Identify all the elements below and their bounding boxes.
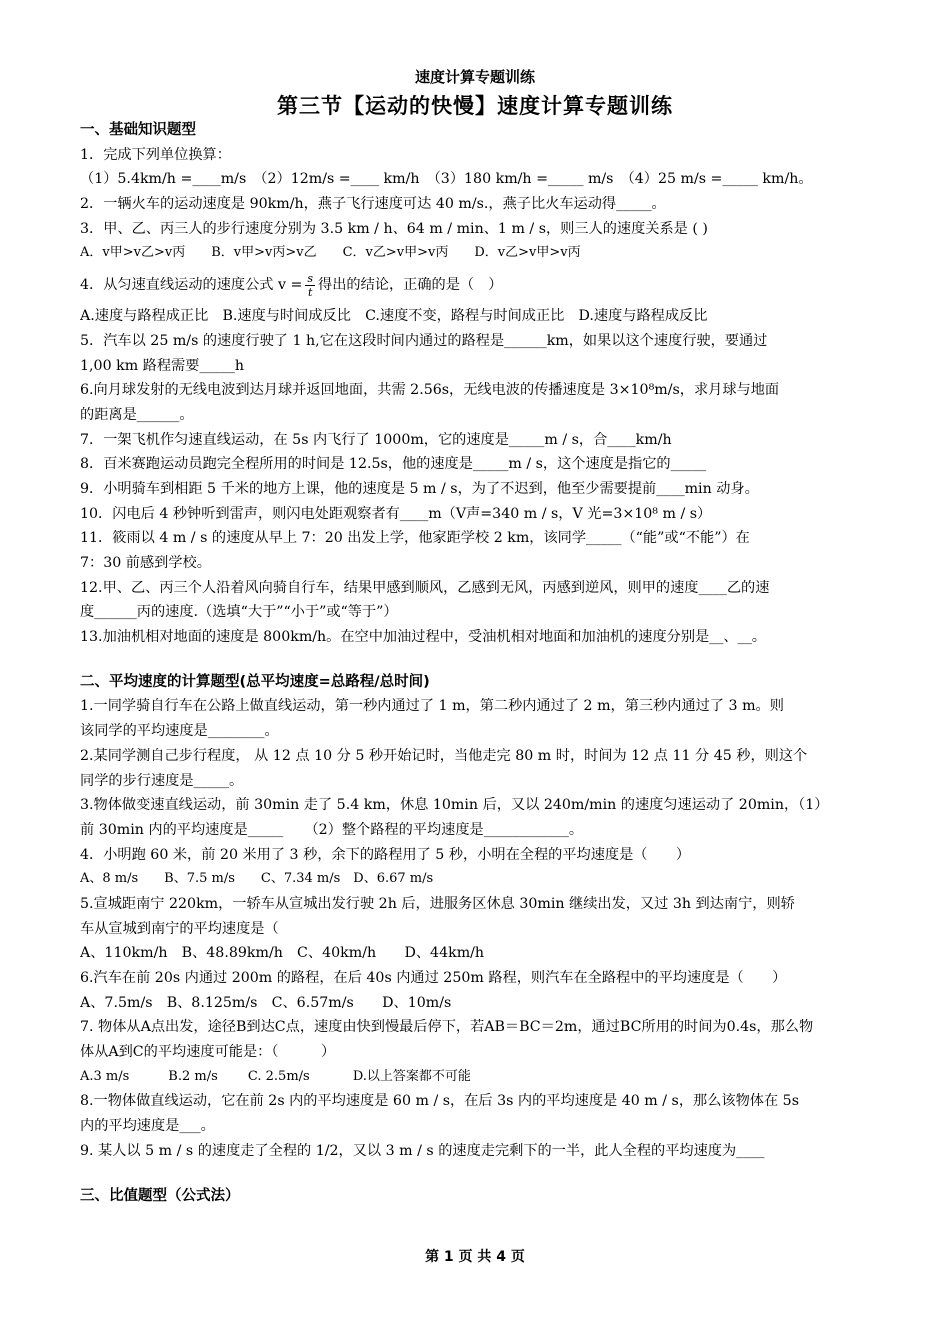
question-line: 体从A到C的平均速度可能是：（ ） bbox=[80, 1044, 336, 1061]
answer-options: A.3 m/s B.2 m/s C. 2.5m/s D.以上答案都不可能 bbox=[80, 1068, 471, 1084]
main-title: 第三节【运动的快慢】速度计算专题训练 bbox=[277, 94, 673, 118]
fraction-formula bbox=[305, 272, 315, 299]
question-line: 12.甲、乙、丙三个人沿着风向骑自行车，结果甲感到顺风，乙感到无风，丙感到逆风，则甲的速度____乙的速 bbox=[80, 579, 770, 596]
question-text: 得出的结论，正确的是（ ） bbox=[318, 277, 503, 294]
question-line: 5.宣城距南宁 220km，一轿车从宣城出发行驶 2h 后，进服务区休息 30min 继续出发，又过 3h 到达南宁，则轿 bbox=[80, 895, 795, 912]
question-line: 前 30min 内的平均速度是_____ （2）整个路程的平均速度是____________。 bbox=[80, 821, 584, 838]
question-line: 2．一辆火车的运动速度是 90km/h，燕子飞行速度可达 40 m/s.，燕子比火车运动得_____。 bbox=[80, 196, 666, 213]
question-line: 1.一同学骑自行车在公路上做直线运动，第一秒内通过了 1 m，第二秒内通过了 2 m，第三秒内通过了 3 m。则 bbox=[80, 698, 784, 715]
question-text: 4．从匀速直线运动的速度公式 v = bbox=[80, 277, 303, 294]
page-footer: 第 1 页 共 4 页 bbox=[425, 1249, 525, 1265]
question-line: 11．筱雨以 4 m / s 的速度从早上 7：20 出发上学，他家距学校 2 km，该同学_____（“能”或“不能”）在 bbox=[80, 530, 750, 547]
section-heading: 三、比值题型（公式法） bbox=[80, 1187, 240, 1204]
question-line: 3．甲、乙、丙三人的步行速度分别为 3.5 km / h、64 m / min、1 m / s，则三人的速度关系是 ( ) bbox=[80, 220, 708, 237]
section-heading: 二、平均速度的计算题型(总平均速度=总路程/总时间) bbox=[80, 673, 430, 690]
fraction-denominator: t bbox=[308, 285, 313, 299]
question-line: 8.一物体做直线运动，它在前 2s 内的平均速度是 60 m / s，在后 3s 内的平均速度是 40 m / s，那么该物体在 5s bbox=[80, 1093, 799, 1110]
question-line: 2.某同学测自己步行程度， 从 12 点 10 分 5 秒开始记时，当他走完 80 m 时，时间为 12 点 11 分 45 秒，则这个 bbox=[80, 747, 808, 764]
content-body bbox=[80, 118, 880, 1208]
question-line: 同学的步行速度是_____。 bbox=[80, 772, 244, 789]
question-line: 内的平均速度是___。 bbox=[80, 1118, 215, 1135]
answer-options: A.速度与路程成正比 B.速度与时间成反比 C.速度不变，路程与时间成正比 D.速度与路程成反比 bbox=[80, 308, 708, 325]
question-line: 7. 物体从A点出发，途径B到达C点，速度由快到慢最后停下，若AB＝BC＝2m，通过BC所用的时间为0.4s，那么物 bbox=[80, 1019, 814, 1036]
question-line: 13.加油机相对地面的速度是 800km/h。在空中加油过程中，受油机相对地面和加油机的速度分别是__、__。 bbox=[80, 629, 766, 646]
question-line: 7．一架飞机作匀速直线运动，在 5s 内飞行了 1000m，它的速度是_____m / s，合____km/h bbox=[80, 431, 672, 448]
fraction-numerator: s bbox=[307, 271, 314, 285]
answer-options: A．v甲>v乙>v丙 B．v甲>v丙>v乙 C．v乙>v甲>v丙 D．v乙>v甲>v丙 bbox=[80, 245, 581, 261]
answer-options: A、110km/h B、48.89km/h C、40km/h D、44km/h bbox=[80, 945, 485, 962]
spacer bbox=[80, 650, 880, 670]
question-line: 9．小明骑车到相距 5 千米的地方上课，他的速度是 5 m / s，为了不迟到，他至少需要提前____min 动身。 bbox=[80, 480, 759, 497]
question-line-formula bbox=[80, 266, 880, 304]
question-line: 4．小明跑 60 米，前 20 米用了 3 秒，余下的路程用了 5 秒，小明在全程的平均速度是（ ） bbox=[80, 846, 691, 863]
question-line: 车从宣城到南宁的平均速度是（ bbox=[80, 920, 279, 937]
question-line: 9. 某人以 5 m / s 的速度走了全程的 1/2，又以 3 m / s 的速度走完剩下的一半，此人全程的平均速度为____ bbox=[80, 1142, 765, 1159]
question-line: 8．百米赛跑运动员跑完全程所用的时间是 12.5s，他的速度是_____m / s，这个速度是指它的_____ bbox=[80, 456, 707, 473]
header-title: 速度计算专题训练 bbox=[414, 68, 535, 86]
section-heading: 一、基础知识题型 bbox=[80, 122, 196, 138]
question-line: 1,00 km 路程需要_____h bbox=[80, 357, 245, 374]
answer-options: A、7.5m/s B、8.125m/s C、6.57m/s D、10m/s bbox=[80, 994, 452, 1011]
question-line: 的距离是______。 bbox=[80, 406, 194, 423]
question-line: 10．闪电后 4 秒钟听到雷声，则闪电处距观察者有____m（V声=340 m / s，V 光=3×10⁸ m / s） bbox=[80, 505, 712, 522]
spacer bbox=[80, 1164, 880, 1184]
question-line: 1．完成下列单位换算： bbox=[80, 146, 231, 163]
question-line: （1）5.4km/h =____m/s （2）12m/s =____ km/h （3）180 km/h =_____ m/s （4）25 m/s =_____ km/h。 bbox=[80, 171, 813, 188]
question-line: 7：30 前感到学校。 bbox=[80, 555, 211, 571]
question-line: 6.向月球发射的无线电波到达月球并返回地面，共需 2.56s，无线电波的传播速度是 3×10⁸m/s，求月球与地面 bbox=[80, 382, 780, 399]
question-line: 3.物体做变速直线运动，前 30min 走了 5.4 km，休息 10min 后，又以 240m/min 的速度匀速运动了 20min，（1） bbox=[80, 797, 829, 814]
answer-options: A、8 m/s B、7.5 m/s C、7.34 m/s D、6.67 m/s bbox=[80, 871, 434, 887]
question-line: 5．汽车以 25 m/s 的速度行驶了 1 h,它在这段时间内通过的路程是______km，如果以这个速度行驶，要通过 bbox=[80, 332, 768, 349]
question-line: 6.汽车在前 20s 内通过 200m 的路程，在后 40s 内通过 250m 路程，则汽车在全路程中的平均速度是（ ） bbox=[80, 970, 787, 986]
question-line: 该同学的平均速度是________。 bbox=[80, 723, 279, 740]
question-line: 度______丙的速度.（选填“大于”“小于”或“等于”） bbox=[80, 604, 398, 621]
